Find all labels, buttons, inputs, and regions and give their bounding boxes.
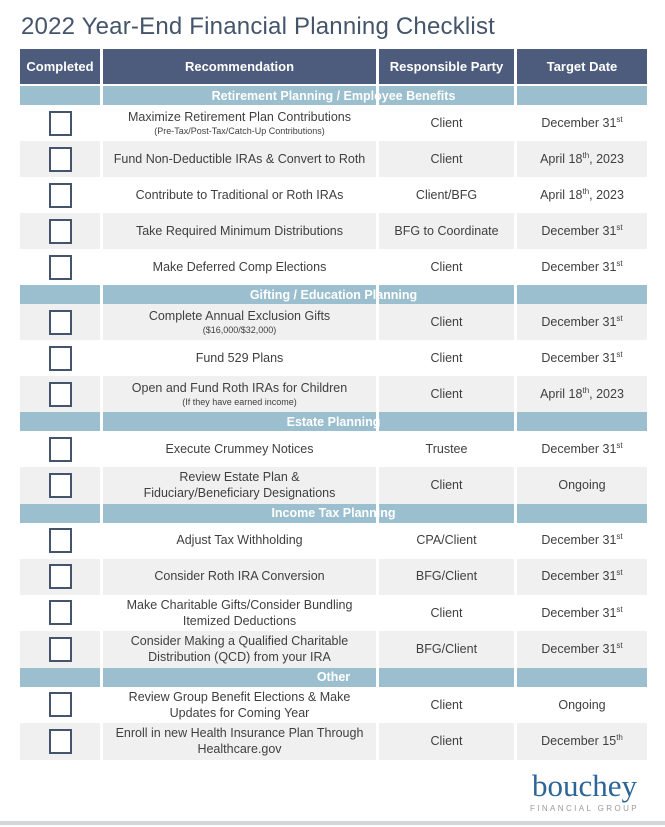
checkbox[interactable] [49,310,72,335]
header-recommendation: Recommendation [103,49,379,84]
checkbox[interactable] [49,637,72,662]
table-row [20,723,647,760]
table-row [20,631,647,668]
recommendation-text: Complete Annual Exclusion Gifts [148,308,331,323]
recommendation-text: Updates for Coming Year [169,705,310,720]
checkbox[interactable] [49,255,72,280]
completed-cell [20,631,103,668]
target-date: December 31st [541,568,623,584]
table-row [20,340,647,376]
checkbox[interactable] [49,219,72,244]
section-header [20,668,647,687]
target-date-cell [517,177,647,213]
responsible-party-cell [379,595,517,632]
completed-cell [20,559,103,595]
target-date-cell [517,595,647,632]
column-divider [514,412,517,431]
table-row [20,177,647,213]
target-date-cell [517,631,647,668]
completed-cell [20,141,103,177]
header-target-date: Target Date [546,59,618,74]
recommendation-cell [103,723,379,760]
target-date-cell [517,559,647,595]
target-date-cell [517,105,647,141]
responsible-party: BFG to Coordinate [394,223,499,238]
header-responsible-party: Responsible Party [379,49,517,84]
table-header-row [20,49,647,86]
column-divider [100,285,103,304]
recommendation-text: Make Deferred Comp Elections [152,259,327,274]
recommendation-text: Maximize Retirement Plan Contributions [127,109,351,124]
target-date: December 15th [541,732,623,749]
checkbox[interactable] [49,692,72,717]
target-date: December 31st [541,532,623,548]
target-date-cell [517,376,647,412]
recommendation-cell [103,687,379,724]
target-date: December 31st [541,349,623,365]
checkbox[interactable] [49,729,72,754]
responsible-party-cell [379,687,517,724]
section-title: Income Tax Planning [271,506,396,520]
target-date-cell [517,213,647,249]
checkbox[interactable] [49,437,72,462]
date-ordinal-suffix: th [582,385,590,395]
responsible-party: BFG/Client [415,569,478,584]
column-divider [100,412,103,431]
recommendation-cell [103,559,379,595]
recommendation-text: Itemized Deductions [182,613,297,628]
target-date: December 31st [541,222,623,238]
responsible-party: BFG/Client [415,642,478,657]
recommendation-cell [103,631,379,668]
section-header [20,285,647,304]
responsible-party-cell [379,304,517,340]
responsible-party-cell [379,177,517,213]
target-date: April 18th, 2023 [540,150,624,166]
table-row [20,467,647,504]
target-date-cell [517,467,647,504]
recommendation-cell [103,304,379,340]
date-ordinal-suffix: st [616,222,623,232]
responsible-party: Trustee [425,441,468,456]
date-ordinal-suffix: st [616,568,623,578]
recommendation-text: Review Group Benefit Elections & Make [128,689,351,704]
header-completed: Completed [20,49,103,84]
responsible-party-cell [379,559,517,595]
checkbox[interactable] [49,600,72,625]
date-ordinal-suffix: st [616,114,623,124]
completed-cell [20,723,103,760]
completed-cell [20,467,103,504]
recommendation-text: Take Required Minimum Distributions [135,223,344,238]
recommendation-cell [103,105,379,141]
responsible-party-cell [379,141,517,177]
recommendation-cell [103,141,379,177]
responsible-party: Client [430,115,463,130]
completed-cell [20,249,103,285]
recommendation-text: Enroll in new Health Insurance Plan Through [115,726,364,740]
column-divider [514,668,517,687]
checkbox[interactable] [49,346,72,371]
recommendation-text: Healthcare.gov [197,742,282,757]
target-date: April 18th, 2023 [540,186,624,202]
column-divider [514,285,517,304]
recommendation-subtext: ($16,000/$32,000) [202,325,277,336]
target-date-cell [517,141,647,177]
recommendation-cell [103,523,379,559]
target-date: Ongoing [558,697,606,712]
bouchey-logo [530,770,639,813]
recommendation-cell [103,177,379,213]
recommendation-subtext: (Pre-Tax/Post-Tax/Catch-Up Contributions) [154,126,325,137]
table-row [20,376,647,412]
responsible-party-cell [379,213,517,249]
responsible-party: Client/BFG [415,187,478,202]
checkbox[interactable] [49,111,72,136]
column-divider [100,668,103,687]
table-row [20,249,647,285]
responsible-party-cell [379,340,517,376]
column-divider [100,86,103,105]
target-date-cell [517,523,647,559]
target-date: December 31st [541,640,623,657]
target-date: Ongoing [558,478,606,493]
responsible-party: Client [430,478,463,493]
checkbox[interactable] [49,473,72,498]
recommendation-cell [103,249,379,285]
section-title: Gifting / Education Planning [249,287,418,302]
responsible-party-cell [379,467,517,504]
responsible-party: Client [430,151,463,166]
target-date: December 31st [541,440,623,456]
target-date-cell [517,723,647,760]
responsible-party-cell [379,249,517,285]
responsible-party-cell [379,523,517,559]
section-header [20,504,647,523]
responsible-party: Client [430,734,463,749]
completed-cell [20,376,103,412]
table-row [20,687,647,724]
bottom-divider [0,821,665,825]
completed-cell [20,304,103,340]
completed-cell [20,105,103,141]
date-ordinal-suffix: st [616,440,623,450]
date-ordinal-suffix: st [616,604,623,614]
recommendation-text: Adjust Tax Withholding [176,533,303,548]
checklist-table [20,49,647,760]
target-date: December 31st [541,604,623,620]
checkbox[interactable] [49,528,72,553]
completed-cell [20,687,103,724]
checkbox[interactable] [49,147,72,172]
recommendation-text: Open and Fund Roth IRAs for Children [131,380,348,395]
recommendation-text: Execute Crummey Notices [165,441,314,456]
table-row [20,213,647,249]
date-ordinal-suffix: st [616,349,623,359]
target-date-cell [517,431,647,467]
target-date: December 31st [541,114,623,130]
recommendation-cell [103,595,379,632]
completed-cell [20,523,103,559]
date-ordinal-suffix: th [582,186,590,196]
column-divider [100,504,103,523]
section-title: Estate Planning [286,414,381,429]
recommendation-cell [103,376,379,412]
recommendation-text: Fund 529 Plans [195,350,284,365]
column-divider [514,86,517,105]
recommendation-text: Fund Non-Deductible IRAs & Convert to Roth [113,151,366,166]
checkbox[interactable] [49,183,72,208]
checkbox[interactable] [49,382,72,407]
column-divider [376,668,379,687]
section-header [20,412,647,431]
recommendation-text: Review Estate Plan & [179,470,300,484]
section-header [20,86,647,105]
table-row [20,559,647,595]
recommendation-text: Make Charitable Gifts/Consider Bundling [126,597,353,612]
date-ordinal-suffix: th [582,150,590,160]
completed-cell [20,177,103,213]
responsible-party-cell [379,723,517,760]
responsible-party-cell [379,431,517,467]
table-row [20,105,647,141]
logo-wordmark: bouchey [531,768,637,803]
completed-cell [20,213,103,249]
responsible-party: Client [430,605,463,620]
recommendation-text: Fiduciary/Beneficiary Designations [143,486,336,501]
target-date-cell [517,304,647,340]
target-date: December 31st [541,313,623,329]
responsible-party: Client [430,697,463,712]
table-row [20,595,647,632]
completed-cell [20,340,103,376]
section-title: Retirement Planning / Employee Benefits [211,88,456,103]
completed-cell [20,595,103,632]
recommendation-subtext: (If they have earned income) [182,397,297,408]
responsible-party: Client [430,314,463,329]
target-date-cell [517,340,647,376]
table-body [20,86,647,760]
responsible-party: Client [430,386,463,401]
recommendation-text: Distribution (QCD) from your IRA [148,650,331,665]
responsible-party-cell [379,105,517,141]
section-title: Other [316,670,351,684]
responsible-party: Client [430,350,463,365]
table-row [20,141,647,177]
completed-cell [20,431,103,467]
target-date: December 31st [541,258,623,274]
recommendation-cell [103,431,379,467]
recommendation-cell [103,340,379,376]
recommendation-cell [103,467,379,504]
target-date-cell [517,249,647,285]
target-date-cell [517,687,647,724]
date-ordinal-suffix: st [616,532,623,542]
responsible-party: CPA/Client [416,533,477,548]
recommendation-text: Contribute to Traditional or Roth IRAs [135,187,344,202]
date-ordinal-suffix: st [616,313,623,323]
target-date: April 18th, 2023 [540,385,624,401]
logo-tagline: FINANCIAL GROUP [529,803,639,813]
page-title: 2022 Year-End Financial Planning Checklist [21,13,496,40]
recommendation-cell [103,213,379,249]
date-ordinal-suffix: st [616,640,623,650]
recommendation-text: Consider Making a Qualified Charitable [130,634,349,648]
table-row [20,304,647,340]
recommendation-text: Consider Roth IRA Conversion [154,569,325,584]
table-row [20,431,647,467]
responsible-party: Client [430,259,463,274]
column-divider [514,504,517,523]
date-ordinal-suffix: st [616,258,623,268]
responsible-party-cell [379,631,517,668]
checkbox[interactable] [49,564,72,589]
table-row [20,523,647,559]
responsible-party-cell [379,376,517,412]
date-ordinal-suffix: th [616,732,623,742]
